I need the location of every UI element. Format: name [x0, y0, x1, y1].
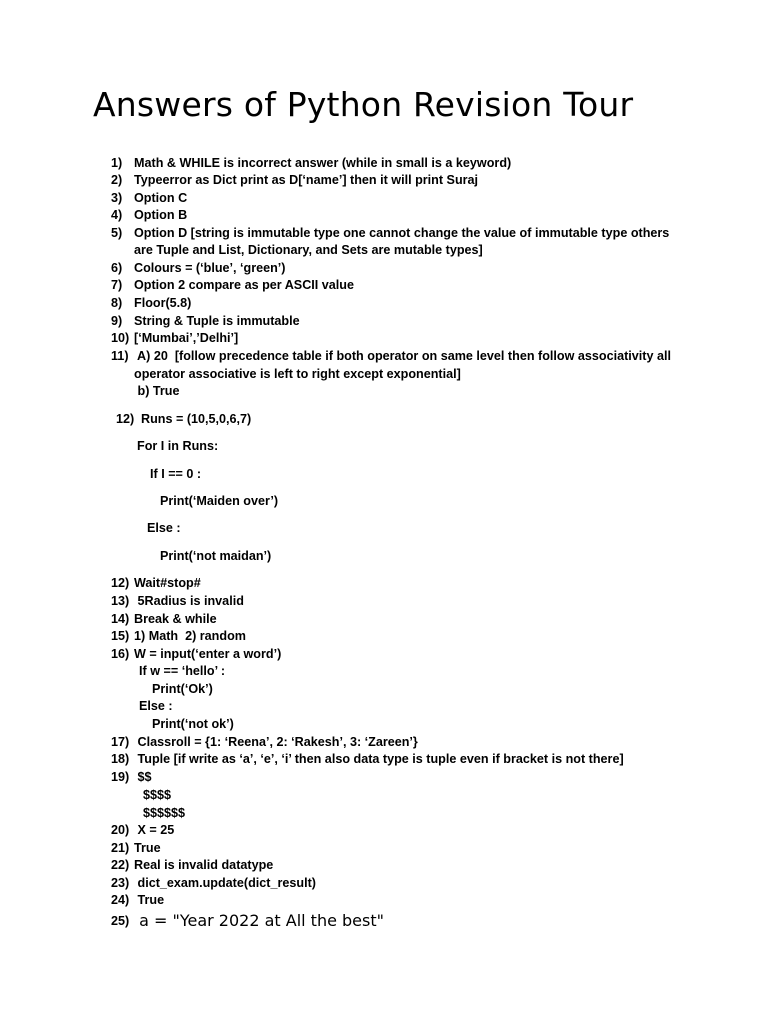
code-line-text: Print(‘Maiden over’) [160, 494, 279, 508]
item-number: 4) [111, 208, 123, 222]
code-line-text: Else : [139, 699, 173, 713]
item-number: 17) [111, 735, 130, 749]
item-number: 9) [111, 314, 123, 328]
code-line: Runs = (10,5,0,6,7) [141, 412, 252, 426]
code-line-text: If I == 0 : [150, 467, 202, 481]
item-text: Colours = (‘blue’, ‘green’) [134, 261, 286, 275]
item-number: 2) [111, 173, 123, 187]
page-title: Answers of Python Revision Tour [93, 85, 634, 124]
item-text: operator associative is left to right except exponential] [134, 367, 461, 381]
item-text: b) True [134, 384, 180, 398]
item-number: 16) [111, 647, 130, 661]
item-number: 15) [111, 629, 130, 643]
item-text: W = input(‘enter a word’) [134, 647, 282, 661]
code-line-text: For I in Runs: [137, 439, 219, 453]
item-text: Classroll = {1: ‘Reena’, 2: ‘Rakesh’, 3: ‘Zareen’} [134, 735, 418, 749]
item-number: 24) [111, 893, 130, 907]
item-number: 11) [111, 349, 129, 363]
pattern-text: $$$$$$ [143, 806, 186, 820]
item-text: Option B [134, 208, 188, 222]
item-text: Typeerror as Dict print as D[‘name’] then it will print Suraj [134, 173, 479, 187]
item-text: Option C [134, 191, 188, 205]
item-text: dict_exam.update(dict_result) [134, 876, 316, 890]
item-text: Option 2 compare as per ASCII value [134, 278, 354, 292]
code-line-text: Print(‘not maidan’) [160, 549, 272, 563]
item-text: are Tuple and List, Dictionary, and Sets are mutable types] [134, 243, 483, 257]
item-text: [‘Mumbai’,’Delhi’] [134, 331, 239, 345]
item-text: Math & WHILE is incorrect answer (while in small is a keyword) [134, 156, 512, 170]
item-number: 5) [111, 226, 123, 240]
item-text: Option D [string is immutable type one cannot change the value of immutable type others [134, 226, 670, 240]
item-text: a = "Year 2022 at All the best" [134, 911, 384, 930]
item-text: Break & while [134, 612, 217, 626]
code-line-text: Else : [147, 521, 181, 535]
item-number: 6) [111, 261, 123, 275]
item-number: 23) [111, 876, 130, 890]
item-text: 5Radius is invalid [134, 594, 244, 608]
item-text: X = 25 [134, 823, 175, 837]
item-number: 13) [111, 594, 130, 608]
code-line-text: Print(‘Ok’) [152, 682, 213, 696]
item-number: 8) [111, 296, 123, 310]
item-number: 7) [111, 278, 123, 292]
code-line-text: If w == ‘hello’ : [139, 664, 226, 678]
item-number: 10) [111, 331, 130, 345]
item-text: A) 20 [follow precedence table if both operator on same level then follow associativity all [134, 349, 671, 363]
pattern-text: $$$$ [143, 788, 172, 802]
item-number: 22) [111, 858, 130, 872]
item-text: Floor(5.8) [134, 296, 192, 310]
item-text: 1) Math 2) random [134, 629, 246, 643]
item-number: 20) [111, 823, 130, 837]
item-number: 12) [116, 412, 135, 426]
item-text: $$ [134, 770, 152, 784]
item-text: String & Tuple is immutable [134, 314, 300, 328]
code-line-text: Print(‘not ok’) [152, 717, 234, 731]
item-number: 25) [111, 914, 130, 928]
item-text: True [134, 893, 165, 907]
item-number: 18) [111, 752, 130, 766]
item-text: Tuple [if write as ‘a’, ‘e’, ‘i’ then also data type is tuple even if bracket is not there] [134, 752, 624, 766]
item-text: Wait#stop# [134, 576, 201, 590]
item-number: 21) [111, 841, 130, 855]
item-number: 19) [111, 770, 130, 784]
item-text: True [134, 841, 161, 855]
item-text: Real is invalid datatype [134, 858, 274, 872]
item-number: 14) [111, 612, 130, 626]
item-number: 12) [111, 576, 130, 590]
item-number: 1) [111, 156, 123, 170]
item-number: 3) [111, 191, 123, 205]
